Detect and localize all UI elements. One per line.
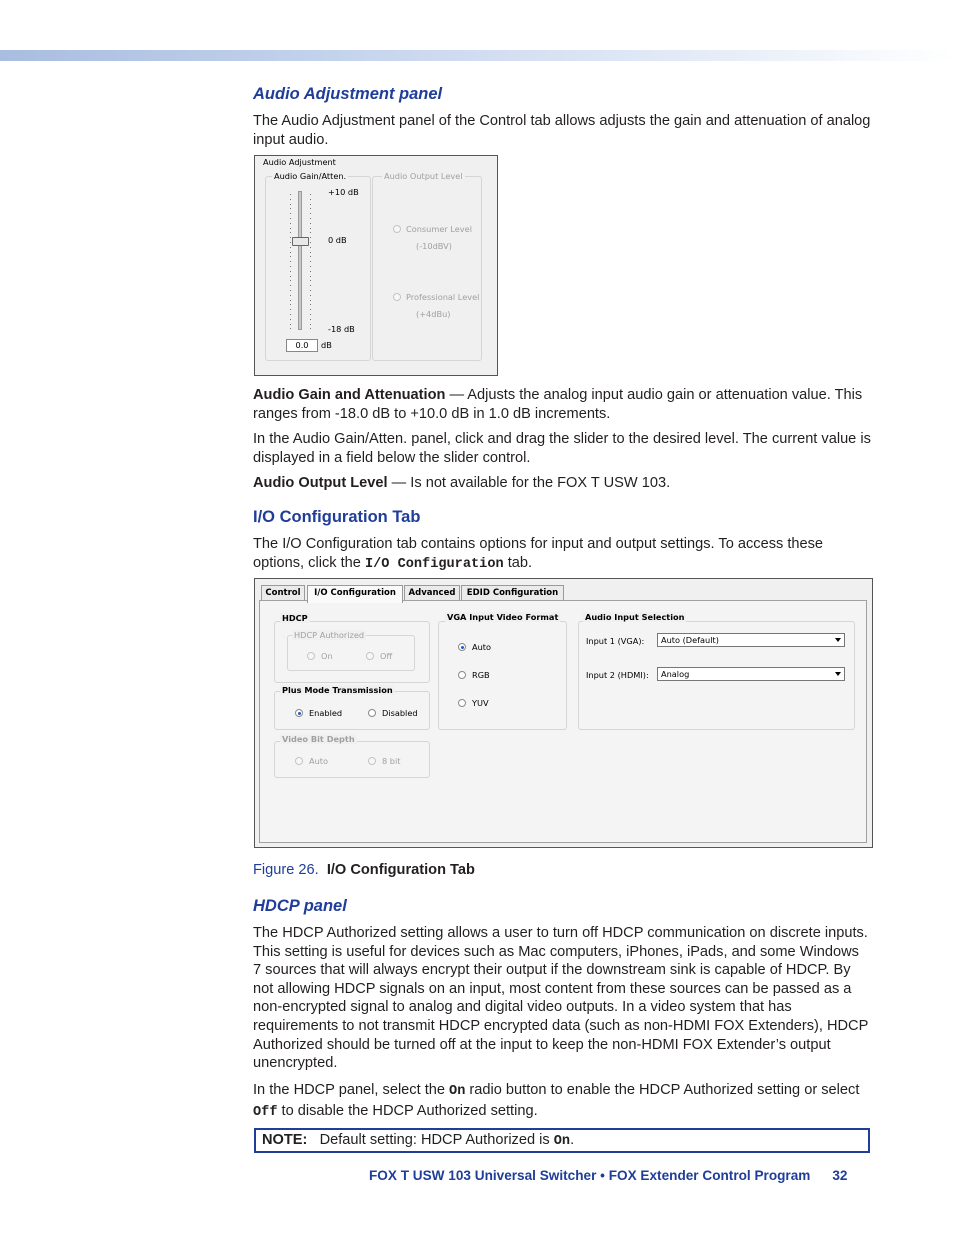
hdcp-group-title: HDCP [282, 613, 308, 623]
slider-tick [290, 328, 291, 329]
hdcp-instruction-text-1: In the HDCP panel, select the [253, 1082, 450, 1098]
vga-yuv-label: YUV [472, 698, 489, 708]
slider-tick [310, 276, 311, 277]
slider-tick [290, 213, 291, 214]
output-level-group-title: Audio Output Level [384, 171, 463, 181]
slider-tick [310, 256, 311, 257]
bit-depth-auto-radio[interactable] [295, 757, 303, 765]
hdcp-instruction-text-2: radio button to enable the HDCP Authorized setting or select [465, 1082, 860, 1098]
section-heading-hdcp-panel: HDCP panel [253, 897, 347, 915]
output-level-paragraph [253, 474, 871, 493]
vga-auto-radio[interactable] [458, 643, 466, 651]
slider-tick [290, 271, 291, 272]
tab-io-configuration[interactable]: I/O Configuration [307, 585, 403, 603]
slider-tick [290, 232, 291, 233]
slider-instruction-paragraph: In the Audio Gain/Atten. panel, click and drag the slider to the desired level. The current value is displayed in a field below the slider control. [253, 431, 871, 466]
hdcp-off-label: Off [380, 651, 393, 661]
output-level-term: Audio Output Level [253, 475, 388, 491]
gain-group-title: Audio Gain/Atten. [274, 171, 347, 181]
audio-dialog-title: Audio Adjustment [263, 157, 336, 167]
vga-yuv-radio[interactable] [458, 699, 466, 707]
hdcp-on-radio[interactable] [307, 652, 315, 660]
slider-tick [310, 228, 311, 229]
slider-tick [310, 324, 311, 325]
hdcp-on-code: On [449, 1084, 466, 1099]
consumer-level-sub: (-10dBV) [416, 241, 452, 251]
slider-tick [290, 261, 291, 262]
slider-tick [290, 300, 291, 301]
output-level-text: — Is not available for the FOX T USW 103. [387, 475, 671, 491]
slider-tick [310, 328, 311, 329]
slider-tick [290, 295, 291, 296]
slider-tick [310, 218, 311, 219]
slider-tick [310, 242, 311, 243]
slider-tick [290, 223, 291, 224]
slider-tick [290, 247, 291, 248]
audio-intro-paragraph: The Audio Adjustment panel of the Control tab allows adjusts the gain and attenuation of analog input audio. [253, 113, 871, 148]
professional-level-label: Professional Level [406, 292, 480, 302]
note-box [254, 1128, 870, 1153]
tab-advanced[interactable]: Advanced [404, 585, 460, 600]
gain-label-bottom: -18 dB [328, 324, 355, 334]
slider-tick [290, 199, 291, 200]
bit-depth-8bit-label: 8 bit [382, 756, 401, 766]
slider-tick [290, 314, 291, 315]
gain-slider-track[interactable] [298, 191, 302, 330]
vga-rgb-radio[interactable] [458, 671, 466, 679]
footer [369, 1168, 848, 1183]
figure-number: Figure 26. [253, 862, 319, 878]
slider-tick [290, 319, 291, 320]
audio-input-group-title: Audio Input Selection [585, 612, 685, 622]
slider-tick [310, 314, 311, 315]
slider-tick [290, 204, 291, 205]
hdcp-on-label: On [321, 651, 333, 661]
chevron-down-icon [835, 672, 841, 676]
plus-mode-group-title: Plus Mode Transmission [282, 685, 393, 695]
hdcp-authorized-group [287, 635, 415, 671]
slider-tick [310, 237, 311, 238]
consumer-level-radio[interactable] [393, 225, 401, 233]
note-end: . [570, 1132, 575, 1148]
slider-tick [310, 223, 311, 224]
slider-tick [310, 280, 311, 281]
slider-tick [290, 285, 291, 286]
vga-format-group-title: VGA Input Video Format [447, 612, 559, 622]
slider-tick [310, 204, 311, 205]
plus-enabled-radio[interactable] [295, 709, 303, 717]
slider-tick [290, 242, 291, 243]
slider-tick [310, 304, 311, 305]
note-label: NOTE: [262, 1132, 308, 1148]
slider-tick [310, 285, 311, 286]
bit-depth-8bit-radio[interactable] [368, 757, 376, 765]
plus-disabled-radio[interactable] [368, 709, 376, 717]
figure-title: I/O Configuration Tab [326, 862, 475, 878]
slider-tick [310, 271, 311, 272]
input1-label: Input 1 (VGA): [586, 636, 645, 646]
section-heading-io-configuration: I/O Configuration Tab [253, 508, 421, 526]
slider-tick [310, 252, 311, 253]
gain-description-paragraph [253, 386, 871, 423]
io-intro-end: tab. [503, 554, 533, 571]
hdcp-instruction-paragraph [253, 1081, 871, 1122]
tab-control[interactable]: Control [261, 585, 305, 600]
slider-tick [310, 247, 311, 248]
professional-level-sub: (+4dBu) [416, 309, 451, 319]
vga-auto-label: Auto [472, 642, 492, 652]
slider-tick [310, 194, 311, 195]
slider-tick [290, 276, 291, 277]
slider-tick [310, 295, 311, 296]
note-text: Default setting: HDCP Authorized is [319, 1132, 554, 1148]
vga-rgb-label: RGB [472, 670, 490, 680]
page-number: 32 [832, 1168, 848, 1183]
section-heading-audio-adjustment: Audio Adjustment panel [253, 85, 443, 103]
slider-tick [290, 266, 291, 267]
hdcp-authorized-title: HDCP Authorized [294, 630, 365, 640]
gain-description-text: — Adjusts the analog input audio gain or attenuation value. This ranges from -18.0 dB to +10.0 dB in 1.0 dB increments. [253, 387, 863, 422]
slider-tick [290, 218, 291, 219]
bit-depth-auto-label: Auto [309, 756, 329, 766]
gain-label-mid: 0 dB [328, 235, 347, 245]
slider-tick [290, 309, 291, 310]
header-gradient-bar [0, 50, 954, 61]
input2-label: Input 2 (HDMI): [586, 670, 649, 680]
bit-depth-group-title: Video Bit Depth [282, 734, 355, 744]
slider-tick [310, 319, 311, 320]
slider-tick [310, 309, 311, 310]
input2-select[interactable] [657, 667, 845, 681]
gain-label-top: +10 dB [328, 187, 359, 197]
slider-tick [310, 290, 311, 291]
gain-slider-thumb[interactable] [292, 237, 309, 246]
note-value: On [553, 1134, 571, 1149]
audio-adjustment-dialog [254, 155, 498, 376]
slider-tick [310, 199, 311, 200]
slider-tick [290, 228, 291, 229]
io-intro-paragraph [253, 535, 871, 574]
slider-tick [290, 290, 291, 291]
input2-select-value: Analog [661, 669, 690, 679]
plus-disabled-label: Disabled [382, 708, 418, 718]
gain-unit-label: dB [321, 340, 332, 350]
footer-title: FOX T USW 103 Universal Switcher • FOX Extender Control Program [369, 1168, 811, 1183]
slider-tick [290, 280, 291, 281]
slider-tick [310, 300, 311, 301]
input1-select[interactable] [657, 633, 845, 647]
hdcp-instruction-text-3: to disable the HDCP Authorized setting. [277, 1102, 538, 1119]
hdcp-description-paragraph: The HDCP Authorized setting allows a user to turn off HDCP communication on discrete inputs. This setting is useful for devices such as Mac computers, iPhones, iPads, and some Windows 7 sources that will always encrypt their output if the downstream sink is capable of HDCP. By not allowing HDCP signals on an input, most content from these sources can be passed as a non-encrypted signal to analog and digital video outputs. In a video system that has requirements to not transmit HDCP encrypted data (such as non-HDMI FOX Extenders), HDCP Authorized should be turned off at the input to keep the non-HDMI FOX Extender’s output unencrypted. [253, 925, 869, 1072]
slider-tick [310, 266, 311, 267]
plus-enabled-label: Enabled [309, 708, 343, 718]
output-level-group [372, 176, 482, 361]
io-tab-code: I/O Configuration [364, 556, 504, 572]
gain-group [265, 176, 371, 361]
slider-tick [310, 208, 311, 209]
slider-tick [290, 194, 291, 195]
slider-tick [310, 232, 311, 233]
slider-tick [310, 261, 311, 262]
gain-term: Audio Gain and Attenuation [253, 387, 446, 403]
io-configuration-dialog [254, 578, 873, 848]
slider-tick [290, 252, 291, 253]
hdcp-off-radio[interactable] [366, 652, 374, 660]
slider-tick [290, 237, 291, 238]
chevron-down-icon [835, 638, 841, 642]
input1-select-value: Auto (Default) [661, 635, 719, 645]
consumer-level-label: Consumer Level [406, 224, 472, 234]
gain-value-field[interactable]: 0.0 [286, 339, 318, 352]
slider-tick [290, 256, 291, 257]
slider-tick [310, 213, 311, 214]
slider-tick [290, 324, 291, 325]
slider-tick [290, 208, 291, 209]
figure-caption [253, 862, 475, 878]
hdcp-off-code: Off [253, 1104, 278, 1120]
tab-edid-configuration[interactable]: EDID Configuration [461, 585, 564, 600]
io-intro-text: The I/O Configuration tab contains options for input and output settings. To access these options, click the [253, 536, 824, 571]
professional-level-radio[interactable] [393, 293, 401, 301]
slider-tick [290, 304, 291, 305]
